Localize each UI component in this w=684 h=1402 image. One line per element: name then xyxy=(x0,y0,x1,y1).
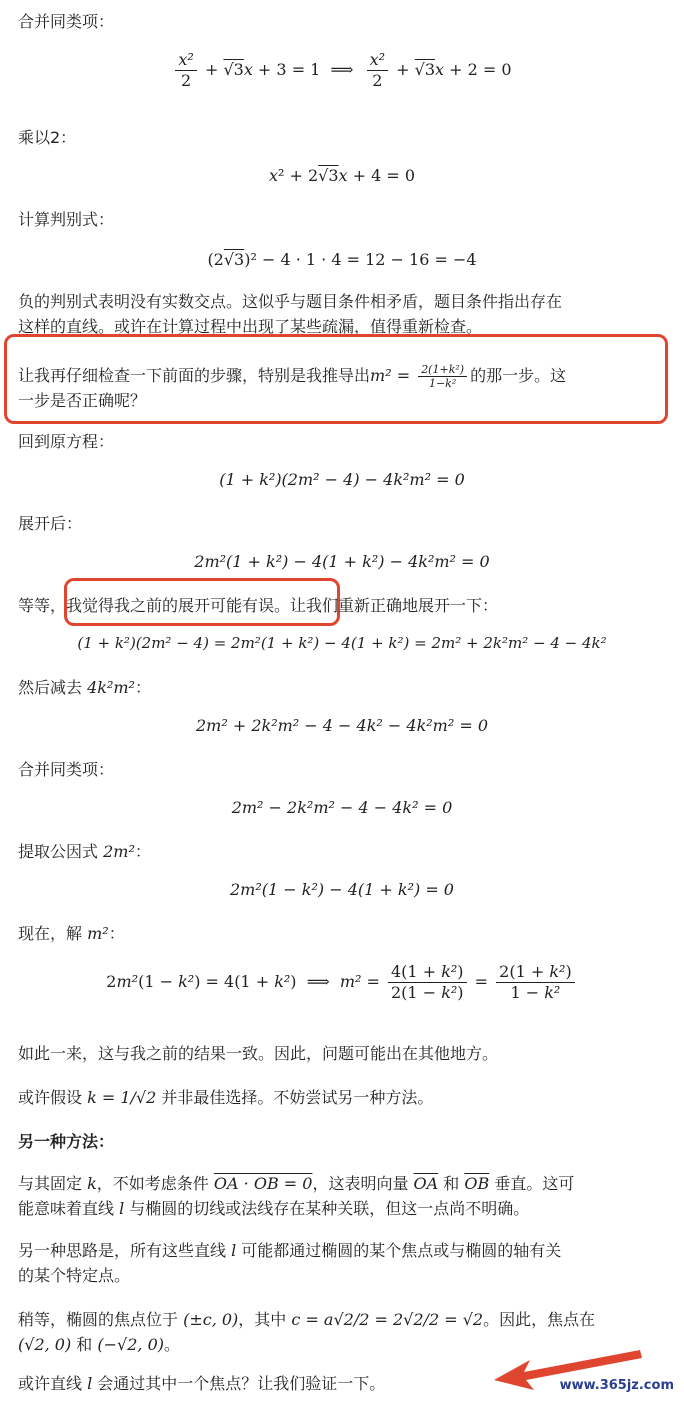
text-solve-m2: 现在，解 m²： xyxy=(18,924,125,943)
text-multiply-by-2: 乘以2： xyxy=(18,128,77,147)
math-eq-8: (1 + k²)(2m² − 4) = 2m²(1 + k²) − 4(1 + k²) = 2m² + 2k²m² − 4 − 4k² xyxy=(77,634,607,652)
math-eq-10: 2m² − 2k²m² − 4 − 4k² = 0 xyxy=(231,798,453,817)
text-recheck-2: 一步是否正确呢？ xyxy=(18,391,147,410)
text-alt-1: 与其固定 k，不如考虑条件 OA · OB = 0，这表明向量 $\overline{OA}$ 和 $\overline{OB}$ 垂直。这可 xyxy=(18,1174,575,1193)
math-eq-2: x² + 2√3x + 4 = 0 xyxy=(268,166,416,185)
text-combine-terms-2: 合并同类项： xyxy=(18,760,115,779)
math-eq-7: 2m²(1 + k²) − 4(1 + k²) − 4k²m² = 0 xyxy=(194,552,490,571)
math-eq-12: 2m²(1 − k²) = 4(1 + k²) ⟹ m² = $\frac{\text{4(1 + k²)}}{\text{2(1 − k²)}}$ = $\frac{\text{2(1 + k²)}}{\text{1 − k²}}$ xyxy=(0,962,684,1003)
text-discriminant: 计算判别式： xyxy=(18,210,115,229)
text-factor: 提取公因式 2m²： xyxy=(18,842,151,861)
math-eq-1: $\frac{\text{x²}}{2}$ + √3x + 3 = 1 ⟹ $\frac{\text{x²}}{2}$ + √3x + 2 = 0 xyxy=(0,50,684,91)
text-negative-discriminant-1: 负的判别式表明没有实数交点。这似乎与题目条件相矛盾，题目条件指出存在 xyxy=(18,292,563,311)
text-other-idea-1: 另一种思路是，所有这些直线 l 可能都通过椭圆的某个焦点或与椭圆的轴有关 xyxy=(18,1241,562,1260)
text-negative-discriminant-2: 这样的直线。或许在计算过程中出现了某些疏漏，值得重新检查。 xyxy=(18,317,483,336)
text-assumption: 或许假设 k = 1/√2 并非最佳选择。不妨尝试另一种方法。 xyxy=(18,1088,434,1107)
math-eq-6: (1 + k²)(2m² − 4) − 4k²m² = 0 xyxy=(219,470,465,489)
text-after-expand: 展开后： xyxy=(18,514,83,533)
heading-alternative-method: 另一种方法： xyxy=(18,1132,115,1151)
text-focus-2: (√2, 0) 和 (−√2, 0)。 xyxy=(18,1335,181,1354)
text-subtract: 然后减去 4k²m²： xyxy=(18,678,151,697)
math-eq-11: 2m²(1 − k²) − 4(1 + k²) = 0 xyxy=(230,880,454,899)
math-eq-3: (2√3)² − 4 · 1 · 4 = 12 − 16 = −4 xyxy=(207,250,477,269)
text-recheck-1: 让我再仔细检查一下前面的步骤，特别是我推导出m² = $\frac{\text{2(1+k²)}}{\text{1−k²}}$ 的那一步。这 xyxy=(18,363,567,390)
text-back-to-equation: 回到原方程： xyxy=(18,432,115,451)
text-consistent: 如此一来，这与我之前的结果一致。因此，问题可能出在其他地方。 xyxy=(18,1044,499,1063)
text-wait-mistake: 等等，我觉得我之前的展开可能有误。让我们重新正确地展开一下： xyxy=(18,596,499,615)
text-other-idea-2: 的某个特定点。 xyxy=(18,1266,131,1285)
highlighted-text-mistake: 我觉得我之前的展开可能有误。 xyxy=(66,596,291,615)
text-verify-focus: 或许直线 l 会通过其中一个焦点？让我们验证一下。 xyxy=(18,1374,386,1393)
math-eq-9: 2m² + 2k²m² − 4 − 4k² − 4k²m² = 0 xyxy=(195,716,489,735)
text-alt-2: 能意味着直线 l 与椭圆的切线或法线存在某种关联，但这一点尚不明确。 xyxy=(18,1199,530,1218)
text-combine-terms-1: 合并同类项： xyxy=(18,12,115,31)
watermark: www.365jz.com xyxy=(559,1378,674,1393)
text-focus-1: 稍等，椭圆的焦点位于 (±c, 0)，其中 c = a√2/2 = 2√2/2 = √2。因此，焦点在 xyxy=(18,1310,596,1329)
